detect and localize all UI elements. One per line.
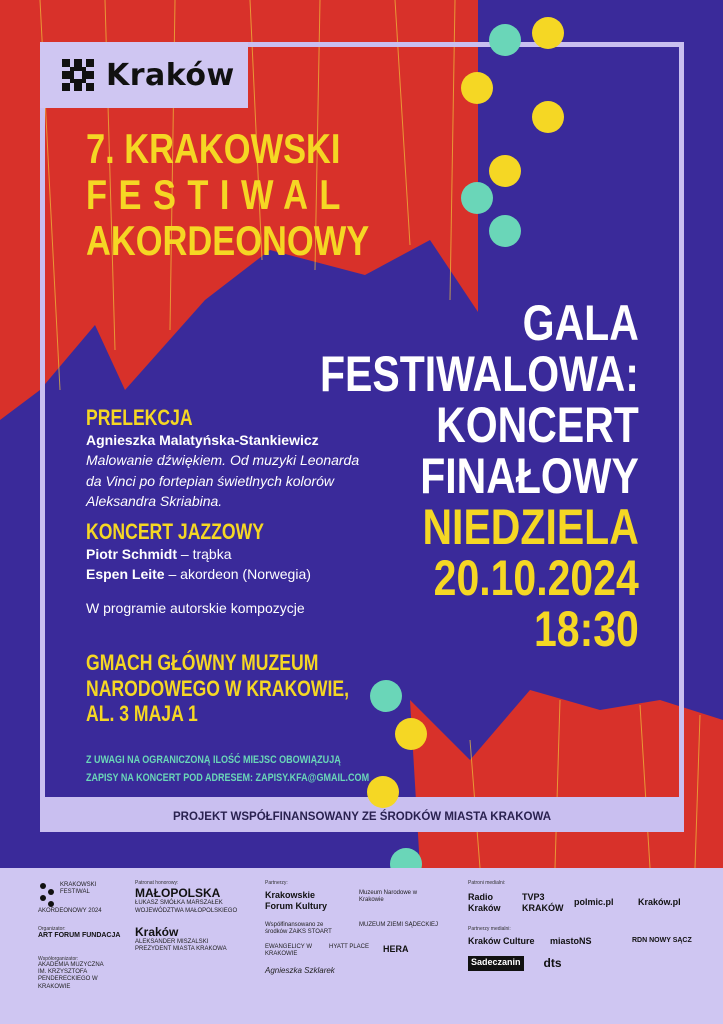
teal-dot	[370, 680, 402, 712]
lecture-desc-3: Aleksandra Skriabina.	[86, 493, 223, 510]
venue-line-1: GMACH GŁÓWNY MUZEUM	[86, 650, 319, 675]
yellow-dot	[395, 718, 427, 750]
yellow-dot	[367, 776, 399, 808]
lecture-desc-1: Malowanie dźwiękiem. Od muzyki Leonarda	[86, 452, 360, 469]
jazz-performer-2: Espen Leite – akordeon (Norwegia)	[86, 566, 311, 583]
lecture-speaker: Agnieszka Malatyńska-Stankiewicz	[86, 432, 319, 449]
honor-patrons: Patronat honorowy: MAŁOPOLSKA ŁUKASZ SMÓŁKA MARSZAŁEK WOJEWÓDZTWA MAŁOPOLSKIEGO Kraków ALEKSANDER MISZALSKI PREZYDENT MIASTA KRAKOWA	[135, 880, 238, 953]
gala-date: 20.10.2024	[433, 550, 639, 606]
venue-line-2: NARODOWEGO W KRAKOWIE,	[86, 675, 350, 701]
program-note: W programie autorskie kompozycje	[86, 600, 305, 616]
krakow-logo-text: Kraków	[106, 57, 235, 93]
venue-line-3: AL. 3 MAJA 1	[86, 701, 198, 727]
sponsors-footer	[0, 868, 723, 1024]
gala-time: 18:30	[534, 601, 639, 657]
gala-line-1: GALA	[522, 295, 639, 351]
lecture-desc-2: da Vinci po fortepian świetlnych kolorów	[86, 472, 334, 489]
media-patrons: Patroni medialni: Radio Kraków TVP3 KRAKÓW polmic.pl Kraków.pl Partnerzy medialni: Kraków Culture miastoNS RDN NOWY SĄCZ Sadeczanin dts	[468, 880, 692, 971]
coorganizer: Współorganizator: AKADEMIA MUZYCZNA IM. KRZYSZTOFA PENDERECKIEGO W KRAKOWIE	[38, 956, 104, 990]
yellow-dot	[461, 72, 493, 104]
teal-dot	[489, 24, 521, 56]
teal-dot	[461, 182, 493, 214]
lecture-section	[86, 406, 359, 511]
yellow-dot	[532, 101, 564, 133]
gala-line-2: FESTIWALOWA:	[320, 346, 639, 402]
krakow-logo-icon	[60, 57, 96, 93]
jazz-performer-1: Piotr Schmidt – trąbka	[86, 546, 232, 563]
funding-banner: PROJEKT WSPÓŁFINANSOWANY ZE ŚRODKÓW MIASTA KRAKOWA	[40, 802, 684, 832]
title-line-3: AKORDEONOWY	[86, 217, 370, 264]
title-line-1: 7. KRAKOWSKI	[86, 125, 341, 172]
yellow-dot	[532, 17, 564, 49]
gala-line-4: FINAŁOWY	[420, 448, 639, 504]
note-line-1: Z UWAGI NA OGRANICZONĄ ILOŚĆ MIEJSC OBOWIĄZUJĄ	[86, 754, 341, 766]
note-line-2: ZAPISY NA KONCERT POD ADRESEM: ZAPISY.KFA@GMAIL.COM	[86, 771, 370, 784]
gala-line-3: KONCERT	[436, 397, 639, 453]
festival-logo: KRAKOWSKI FESTIWAL AKORDEONOWY 2024	[38, 882, 102, 914]
organizer: Organizator: ART FORUM FUNDACJA	[38, 926, 121, 939]
festival-title	[86, 125, 431, 264]
venue-block	[86, 650, 415, 727]
partners: Partnerzy: Krakowskie Forum Kultury Muzeum Narodowe w Krakowie Współfinansowano ze środków ZAiKS STOART MUZEUM ZIEMI SĄDECKIEJ EWANGELICY W KRAKOWIE HYATT PLACE HERA Agnieszka Szklarek	[265, 880, 439, 976]
jazz-section	[86, 520, 311, 585]
yellow-dot	[489, 155, 521, 187]
festival-logo-icon	[38, 882, 56, 908]
title-line-2: FESTIWAL	[86, 171, 352, 218]
jazz-heading: KONCERT JAZZOWY	[86, 519, 264, 544]
krakow-logo	[40, 42, 248, 108]
teal-dot	[489, 215, 521, 247]
lecture-heading: PRELEKCJA	[86, 405, 193, 430]
gala-day: NIEDZIELA	[422, 499, 639, 555]
